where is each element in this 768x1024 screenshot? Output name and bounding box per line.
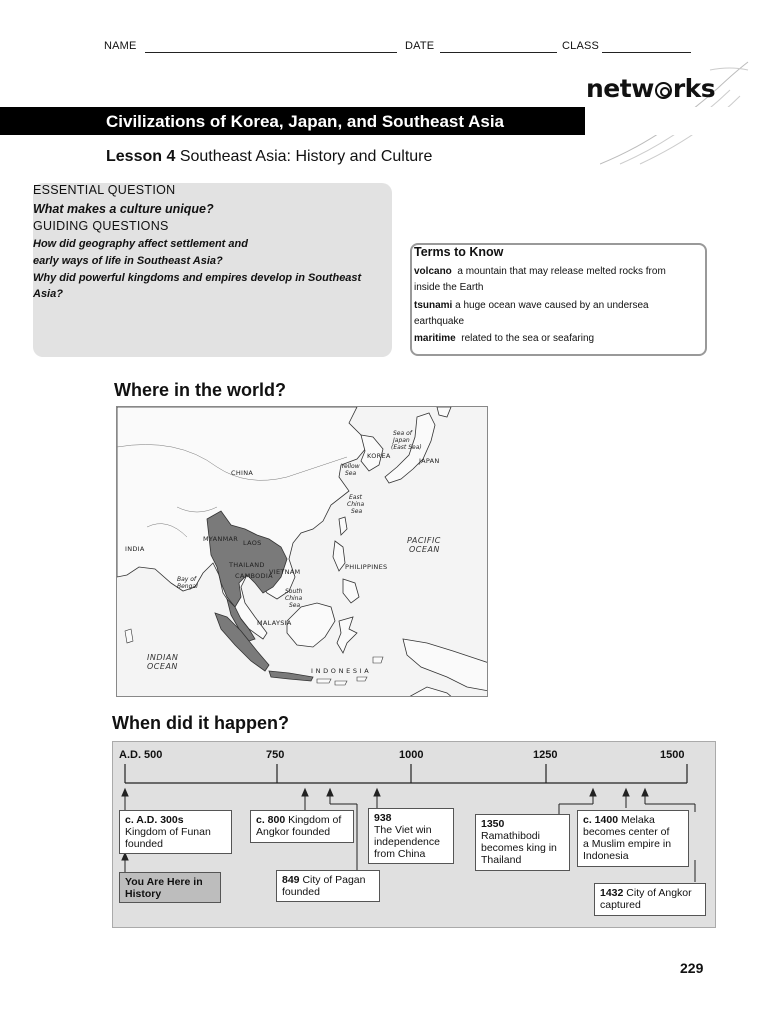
sri-lanka-shape [125,629,133,643]
map-label-pacific-1: PACIFIC [407,536,441,545]
borneo-shape [287,603,335,647]
map-label-laos: LAOS [243,539,262,547]
term-word: volcano [414,266,452,277]
map-label-east-china-3: Sea [351,508,363,515]
map-label-philippines: PHILIPPINES [345,563,388,571]
event-text: a Muslim empire in [583,838,672,850]
term-maritime [414,331,594,347]
event-text: Melaka [618,814,655,826]
map-svg [117,407,488,697]
mindanao-shape [343,579,359,603]
event-text: Indonesia [583,850,629,862]
map-label-east-china-2: China [347,501,365,508]
event-date: 938 [374,812,392,824]
event-text: Kingdom of [285,814,342,826]
class-field[interactable] [602,52,691,53]
new-guinea-shape [403,639,488,691]
term-word: tsunami [414,300,453,311]
map-label-indian-2: OCEAN [147,662,178,671]
event-text: founded [125,838,163,850]
terms-title: Terms to Know [414,245,504,259]
map-label-pacific-2: OCEAN [409,545,440,554]
guiding-q2-line2: Asia? [33,288,63,300]
guiding-caption: GUIDING QUESTIONS [33,219,169,233]
map-label-east-china-1: East [349,494,362,501]
term-volcano-cont: inside the Earth [414,282,484,293]
map-label-myanmar: MYANMAR [203,535,239,543]
event-text: City of Angkor [623,887,692,899]
map-label-sea-japan-3: (East Sea) [391,444,422,451]
year-1000: 1000 [399,749,424,761]
map-label-bengal-1: Bay of [177,576,197,583]
map-label-thailand: THAILAND [229,561,265,569]
lesson-heading [106,148,432,166]
event-date: 1432 [600,887,624,899]
event-date: c. 1400 [583,814,619,826]
year-750: 750 [266,749,285,761]
essential-question: What makes a culture unique? [33,202,214,216]
event-text: founded [282,886,320,898]
event-melaka [577,810,689,867]
year-1500: 1500 [660,749,685,761]
logo-text-end: rks [672,74,716,103]
map-label-yellow-2: Sea [345,470,357,477]
event-date: c. A.D. 300s [125,814,184,826]
event-text: Kingdom of Funan [125,826,211,838]
event-ramathibodi [475,814,570,871]
map-label-bengal-2: Bengal [177,583,198,590]
mainland-asia-shape [117,407,367,639]
event-date: 1350 [481,818,505,830]
term-definition: a huge ocean wave caused by an undersea [455,300,649,311]
year-500: A.D. 500 [119,749,163,761]
map-label-korea: KOREA [367,452,391,460]
networks-logo [586,74,715,103]
lesson-title: Southeast Asia: History and Culture [179,148,433,165]
chapter-title: Civilizations of Korea, Japan, and Southeast Asia [106,112,505,131]
map-label-yellow-1: Yellow [341,463,360,470]
here-text: You Are Here in [125,876,203,888]
taiwan-shape [339,517,347,535]
event-angkor-founded [250,810,354,843]
sulawesi-shape [337,617,357,653]
map-label-indian-1: INDIAN [147,653,179,662]
where-heading: Where in the world? [114,380,287,400]
term-volcano [414,264,666,280]
map-label-sea-japan-2: Japan [393,437,410,444]
event-pagan [276,870,380,902]
java-shape [269,671,313,681]
you-are-here-badge [119,872,221,903]
logo-circle-icon [655,82,672,99]
event-angkor-captured [594,883,706,916]
event-text: independence [374,836,440,848]
event-funan [119,810,232,854]
map-label-south-china-3: Sea [289,602,301,609]
luzon-shape [333,541,345,571]
hokkaido-shape [437,407,451,417]
term-tsunami-cont: earthquake [414,316,465,327]
guiding-q2-line1: Why did powerful kingdoms and empires develop in Southeast [33,272,362,284]
name-field[interactable] [145,52,397,53]
event-viet [368,808,454,864]
event-text: becomes center of [583,826,670,838]
event-text: Ramathibodi [481,830,540,842]
australia-shape [407,687,453,697]
essential-caption: ESSENTIAL QUESTION [33,183,176,197]
event-text: The Viet win [374,824,432,836]
event-text: Thailand [481,854,522,866]
date-label: DATE [405,40,435,52]
term-definition: related to the sea or seafaring [461,333,595,344]
event-text: Angkor founded [256,826,331,838]
guiding-q1-line1: How did geography affect settlement and [33,238,248,250]
event-date: c. 800 [256,814,286,826]
name-label: NAME [104,40,137,52]
page-number: 229 [680,960,704,976]
map-label-malaysia: MALAYSIA [257,619,292,627]
lesson-number: Lesson 4 [106,148,176,165]
map-label-china: CHINA [231,469,254,477]
class-label: CLASS [562,40,600,52]
event-text: City of Pagan [299,874,366,886]
term-word: maritime [414,333,456,344]
map-label-indonesia: I N D O N E S I A [311,667,369,675]
map-label-japan: JAPAN [419,457,440,465]
term-tsunami [414,298,649,314]
map-label-vietnam: VIETNAM [269,568,301,576]
timeline-panel [112,741,716,928]
chapter-banner [0,107,768,135]
guiding-q1-line2: early ways of life in Southeast Asia? [33,255,223,267]
here-text: History [125,888,162,900]
event-text: becomes king in [481,842,557,854]
year-1250: 1250 [533,749,558,761]
term-definition: a mountain that may release melted rocks from [457,266,666,277]
map-label-cambodia: CAMBODIA [235,572,273,580]
event-date: 849 [282,874,300,886]
map-label-india: INDIA [125,545,145,553]
southeast-asia-map [116,406,488,697]
date-field[interactable] [440,52,557,53]
when-heading: When did it happen? [112,713,289,733]
map-label-south-china-2: China [285,595,303,602]
map-label-sea-japan-1: Sea of [393,430,412,437]
event-text: from China [374,848,426,860]
map-label-south-china-1: South [285,588,303,595]
event-text: captured [600,899,641,911]
logo-text-start: netw [586,74,654,103]
